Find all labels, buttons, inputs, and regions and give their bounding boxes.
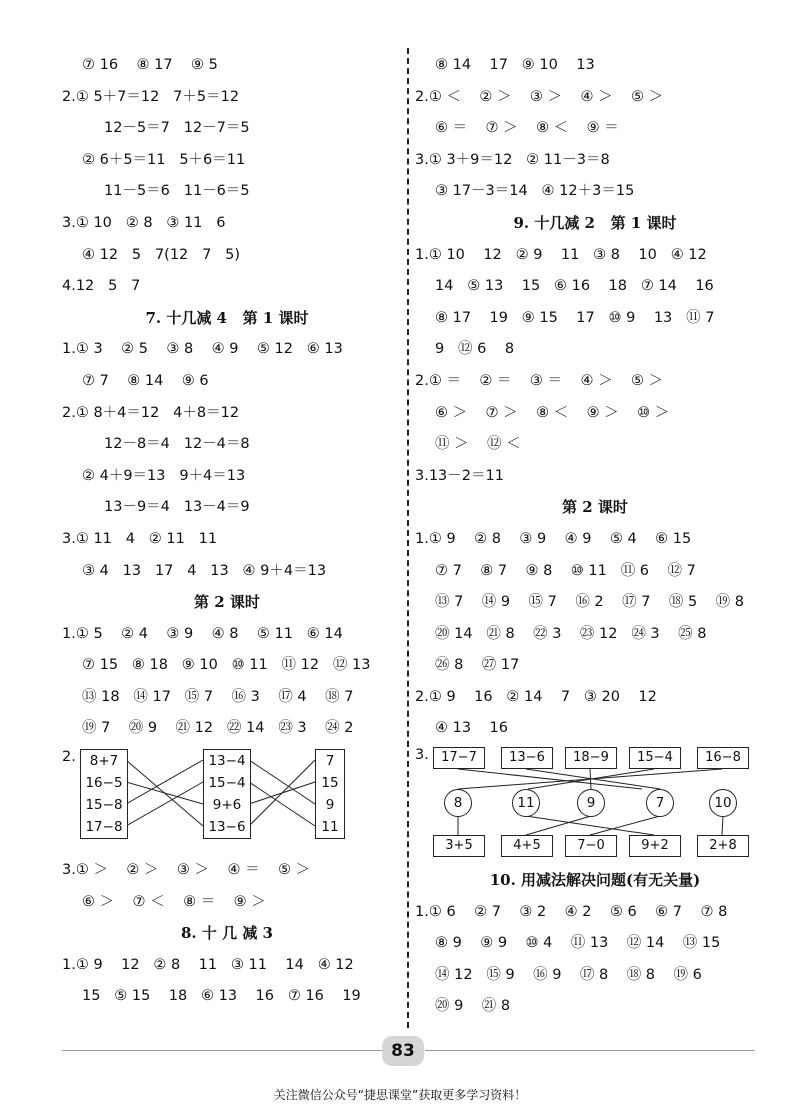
matching-diagram bbox=[415, 745, 775, 865]
result-cell: 11 bbox=[321, 819, 339, 836]
result-circle: 9 bbox=[577, 789, 605, 817]
expression-box: 2+8 bbox=[697, 835, 749, 857]
expression-box: 18−9 bbox=[565, 747, 617, 769]
question-number: 3. bbox=[415, 747, 429, 764]
answer-line: 9 ⑫ 6 8 bbox=[435, 341, 515, 358]
expression-box: 9+2 bbox=[629, 835, 681, 857]
expression-cell: 13−6 bbox=[208, 819, 246, 836]
connector-line bbox=[249, 782, 315, 826]
answer-line: ⑧ 14 17 ⑨ 10 13 bbox=[435, 57, 595, 73]
answer-line: ⑦ 7 ⑧ 14 ⑨ 6 bbox=[82, 372, 209, 389]
expression-box: 3+5 bbox=[433, 835, 485, 857]
connector-line bbox=[526, 816, 654, 835]
connector-line bbox=[126, 760, 203, 804]
expression-cell: 13−4 bbox=[208, 753, 246, 770]
answer-line: ③ 17－3＝14 ④ 12＋3＝15 bbox=[435, 183, 635, 200]
expression-cell: 15−8 bbox=[85, 797, 123, 814]
answer-line: 12－5＝7 12－7＝5 bbox=[104, 120, 250, 137]
answer-line: ⑧ 9 ⑨ 9 ⑩ 4 ⑪ 13 ⑫ 14 ⑬ 15 bbox=[435, 935, 721, 952]
connector-line bbox=[722, 816, 723, 835]
answer-line: 1.① 5 ② 4 ③ 9 ④ 8 ⑤ 11 ⑥ 14 bbox=[62, 625, 343, 642]
question-number: 2. bbox=[62, 749, 76, 766]
answer-line: ② 6＋5＝11 5＋6＝11 bbox=[82, 151, 246, 168]
answer-line: 13－9＝4 13－4＝9 bbox=[104, 499, 250, 516]
expression-box: 17−7 bbox=[433, 747, 485, 769]
result-circle: 7 bbox=[646, 789, 674, 817]
result-circle: 11 bbox=[512, 789, 540, 817]
answer-line: 14 ⑤ 13 15 ⑥ 16 18 ⑦ 14 16 bbox=[435, 278, 714, 295]
result-cell: 9 bbox=[325, 797, 335, 814]
expression-cell: 15−4 bbox=[208, 775, 246, 792]
answer-line: ⑧ 17 19 ⑨ 15 17 ⑩ 9 13 ⑪ 7 bbox=[435, 309, 715, 326]
answer-line: ③ 4 13 17 4 13 ④ 9＋4＝13 bbox=[82, 562, 327, 579]
answer-line: ⑦ 15 ⑧ 18 ⑨ 10 ⑩ 11 ⑪ 12 ⑫ 13 bbox=[82, 657, 371, 674]
expression-box: 15−4 bbox=[629, 747, 681, 769]
answer-line: 1.① 9 12 ② 8 11 ③ 11 14 ④ 12 bbox=[62, 956, 354, 973]
answer-line: 2.① ＜ ② ＞ ③ ＞ ④ ＞ ⑤ ＞ bbox=[415, 88, 664, 105]
page-number: 83 bbox=[382, 1036, 424, 1066]
section-title: 7. 十几减 4 第 1 课时 bbox=[145, 308, 309, 327]
answer-line: 2.① ＝ ② ＝ ③ ＝ ④ ＞ ⑤ ＞ bbox=[415, 372, 664, 389]
answer-line: ④ 13 16 bbox=[435, 720, 508, 737]
expression-cell: 17−8 bbox=[85, 819, 123, 836]
expression-column-a bbox=[80, 749, 128, 839]
answer-line: ⑲ 7 ⑳ 9 ㉑ 12 ㉒ 14 ㉓ 3 ㉔ 2 bbox=[82, 720, 354, 737]
answer-line: ⑳ 14 ㉑ 8 ㉒ 3 ㉓ 12 ㉔ 3 ㉕ 8 bbox=[435, 625, 707, 642]
answer-line: ⑪ ＞ ⑫ ＜ bbox=[435, 436, 521, 453]
answer-line: 3.① 3＋9＝12 ② 11－3＝8 bbox=[415, 151, 610, 168]
answer-line: ⑦ 7 ⑧ 7 ⑨ 8 ⑩ 11 ⑪ 6 ⑫ 7 bbox=[435, 562, 696, 579]
answer-line: 3.① 11 4 ② 11 11 bbox=[62, 530, 218, 547]
result-cell: 7 bbox=[325, 753, 335, 770]
result-circle: 10 bbox=[709, 789, 737, 817]
expression-box: 16−8 bbox=[697, 747, 749, 769]
connector-line bbox=[126, 782, 203, 826]
answer-line: 2.① 9 16 ② 14 7 ③ 20 12 bbox=[415, 688, 657, 705]
answer-line: 3.① 10 ② 8 ③ 11 6 bbox=[62, 214, 226, 231]
matching-diagram bbox=[62, 745, 392, 849]
section-title: 第 2 课时 bbox=[562, 498, 628, 517]
answer-line: ⑳ 9 ㉑ 8 bbox=[435, 998, 511, 1015]
answer-line: 11－5＝6 11－6＝5 bbox=[104, 183, 250, 200]
connector-line bbox=[126, 782, 203, 804]
connector-line bbox=[249, 760, 315, 826]
section-title: 9. 十几减 2 第 1 课时 bbox=[513, 213, 677, 232]
answer-line: 2.① 8＋4＝12 4＋8＝12 bbox=[62, 404, 240, 421]
left-column bbox=[62, 50, 392, 1013]
connector-line bbox=[249, 760, 315, 804]
section-title: 8. 十 几 减 3 bbox=[181, 924, 273, 943]
column-divider bbox=[407, 48, 409, 1028]
answer-line: ④ 12 5 7(12 7 5) bbox=[82, 246, 241, 263]
answer-line: 15 ⑤ 15 18 ⑥ 13 16 ⑦ 16 19 bbox=[82, 988, 361, 1005]
answer-line: 1.① 3 ② 5 ③ 8 ④ 9 ⑤ 12 ⑥ 13 bbox=[62, 341, 343, 358]
answer-line: ⑭ 12 ⑮ 9 ⑯ 9 ⑰ 8 ⑱ 8 ⑲ 6 bbox=[435, 966, 702, 983]
right-column bbox=[415, 50, 775, 1023]
result-cell: 15 bbox=[321, 775, 339, 792]
answer-line: ⑬ 7 ⑭ 9 ⑮ 7 ⑯ 2 ⑰ 7 ⑱ 5 ⑲ 8 bbox=[435, 594, 744, 611]
expression-cell: 9+6 bbox=[212, 797, 242, 814]
section-title: 第 2 课时 bbox=[194, 593, 260, 612]
expression-box: 13−6 bbox=[501, 747, 553, 769]
answer-line: 12－8＝4 12－4＝8 bbox=[104, 436, 250, 453]
answer-line: 1.① 6 ② 7 ③ 2 ④ 2 ⑤ 6 ⑥ 7 ⑦ 8 bbox=[415, 903, 728, 920]
section-title: 10. 用减法解决问题(有无关量) bbox=[489, 871, 701, 890]
answer-line: 1.① 9 ② 8 ③ 9 ④ 9 ⑤ 4 ⑥ 15 bbox=[415, 530, 692, 547]
answer-line: 2.① 5＋7＝12 7＋5＝12 bbox=[62, 88, 240, 105]
result-column bbox=[315, 749, 345, 839]
expression-cell: 16−5 bbox=[85, 775, 123, 792]
answer-line: ⑥ ＞ ⑦ ＜ ⑧ ＝ ⑨ ＞ bbox=[82, 893, 266, 910]
answer-line: 3.13－2＝11 bbox=[415, 467, 504, 484]
expression-box: 7−0 bbox=[565, 835, 617, 857]
footer-rule bbox=[62, 1050, 382, 1051]
connector-line bbox=[590, 816, 660, 835]
answer-line: ⑦ 16 ⑧ 17 ⑨ 5 bbox=[82, 57, 218, 73]
answer-line: 1.① 10 12 ② 9 11 ③ 8 10 ④ 12 bbox=[415, 246, 707, 263]
answer-line: 4.12 5 7 bbox=[62, 278, 141, 295]
answer-line: ⑬ 18 ⑭ 17 ⑮ 7 ⑯ 3 ⑰ 4 ⑱ 7 bbox=[82, 688, 354, 705]
answer-line: ⑥ ＝ ⑦ ＞ ⑧ ＜ ⑨ ＝ bbox=[435, 120, 619, 137]
answer-line: 3.① ＞ ② ＞ ③ ＞ ④ ＝ ⑤ ＞ bbox=[62, 862, 311, 879]
expression-box: 4+5 bbox=[501, 835, 553, 857]
expression-column-b bbox=[203, 749, 251, 839]
footer-rule bbox=[425, 1050, 755, 1051]
footer-note: 关注微信公众号“捷思课堂”获取更多学习资料！ bbox=[273, 1088, 527, 1102]
answer-line: ⑥ ＞ ⑦ ＞ ⑧ ＜ ⑨ ＞ ⑩ ＞ bbox=[435, 404, 670, 421]
expression-cell: 8+7 bbox=[89, 753, 119, 770]
connector-line bbox=[526, 816, 591, 835]
answer-line: ② 4＋9＝13 9＋4＝13 bbox=[82, 467, 246, 484]
result-circle: 8 bbox=[444, 789, 472, 817]
answer-line: ㉖ 8 ㉗ 17 bbox=[435, 657, 520, 674]
